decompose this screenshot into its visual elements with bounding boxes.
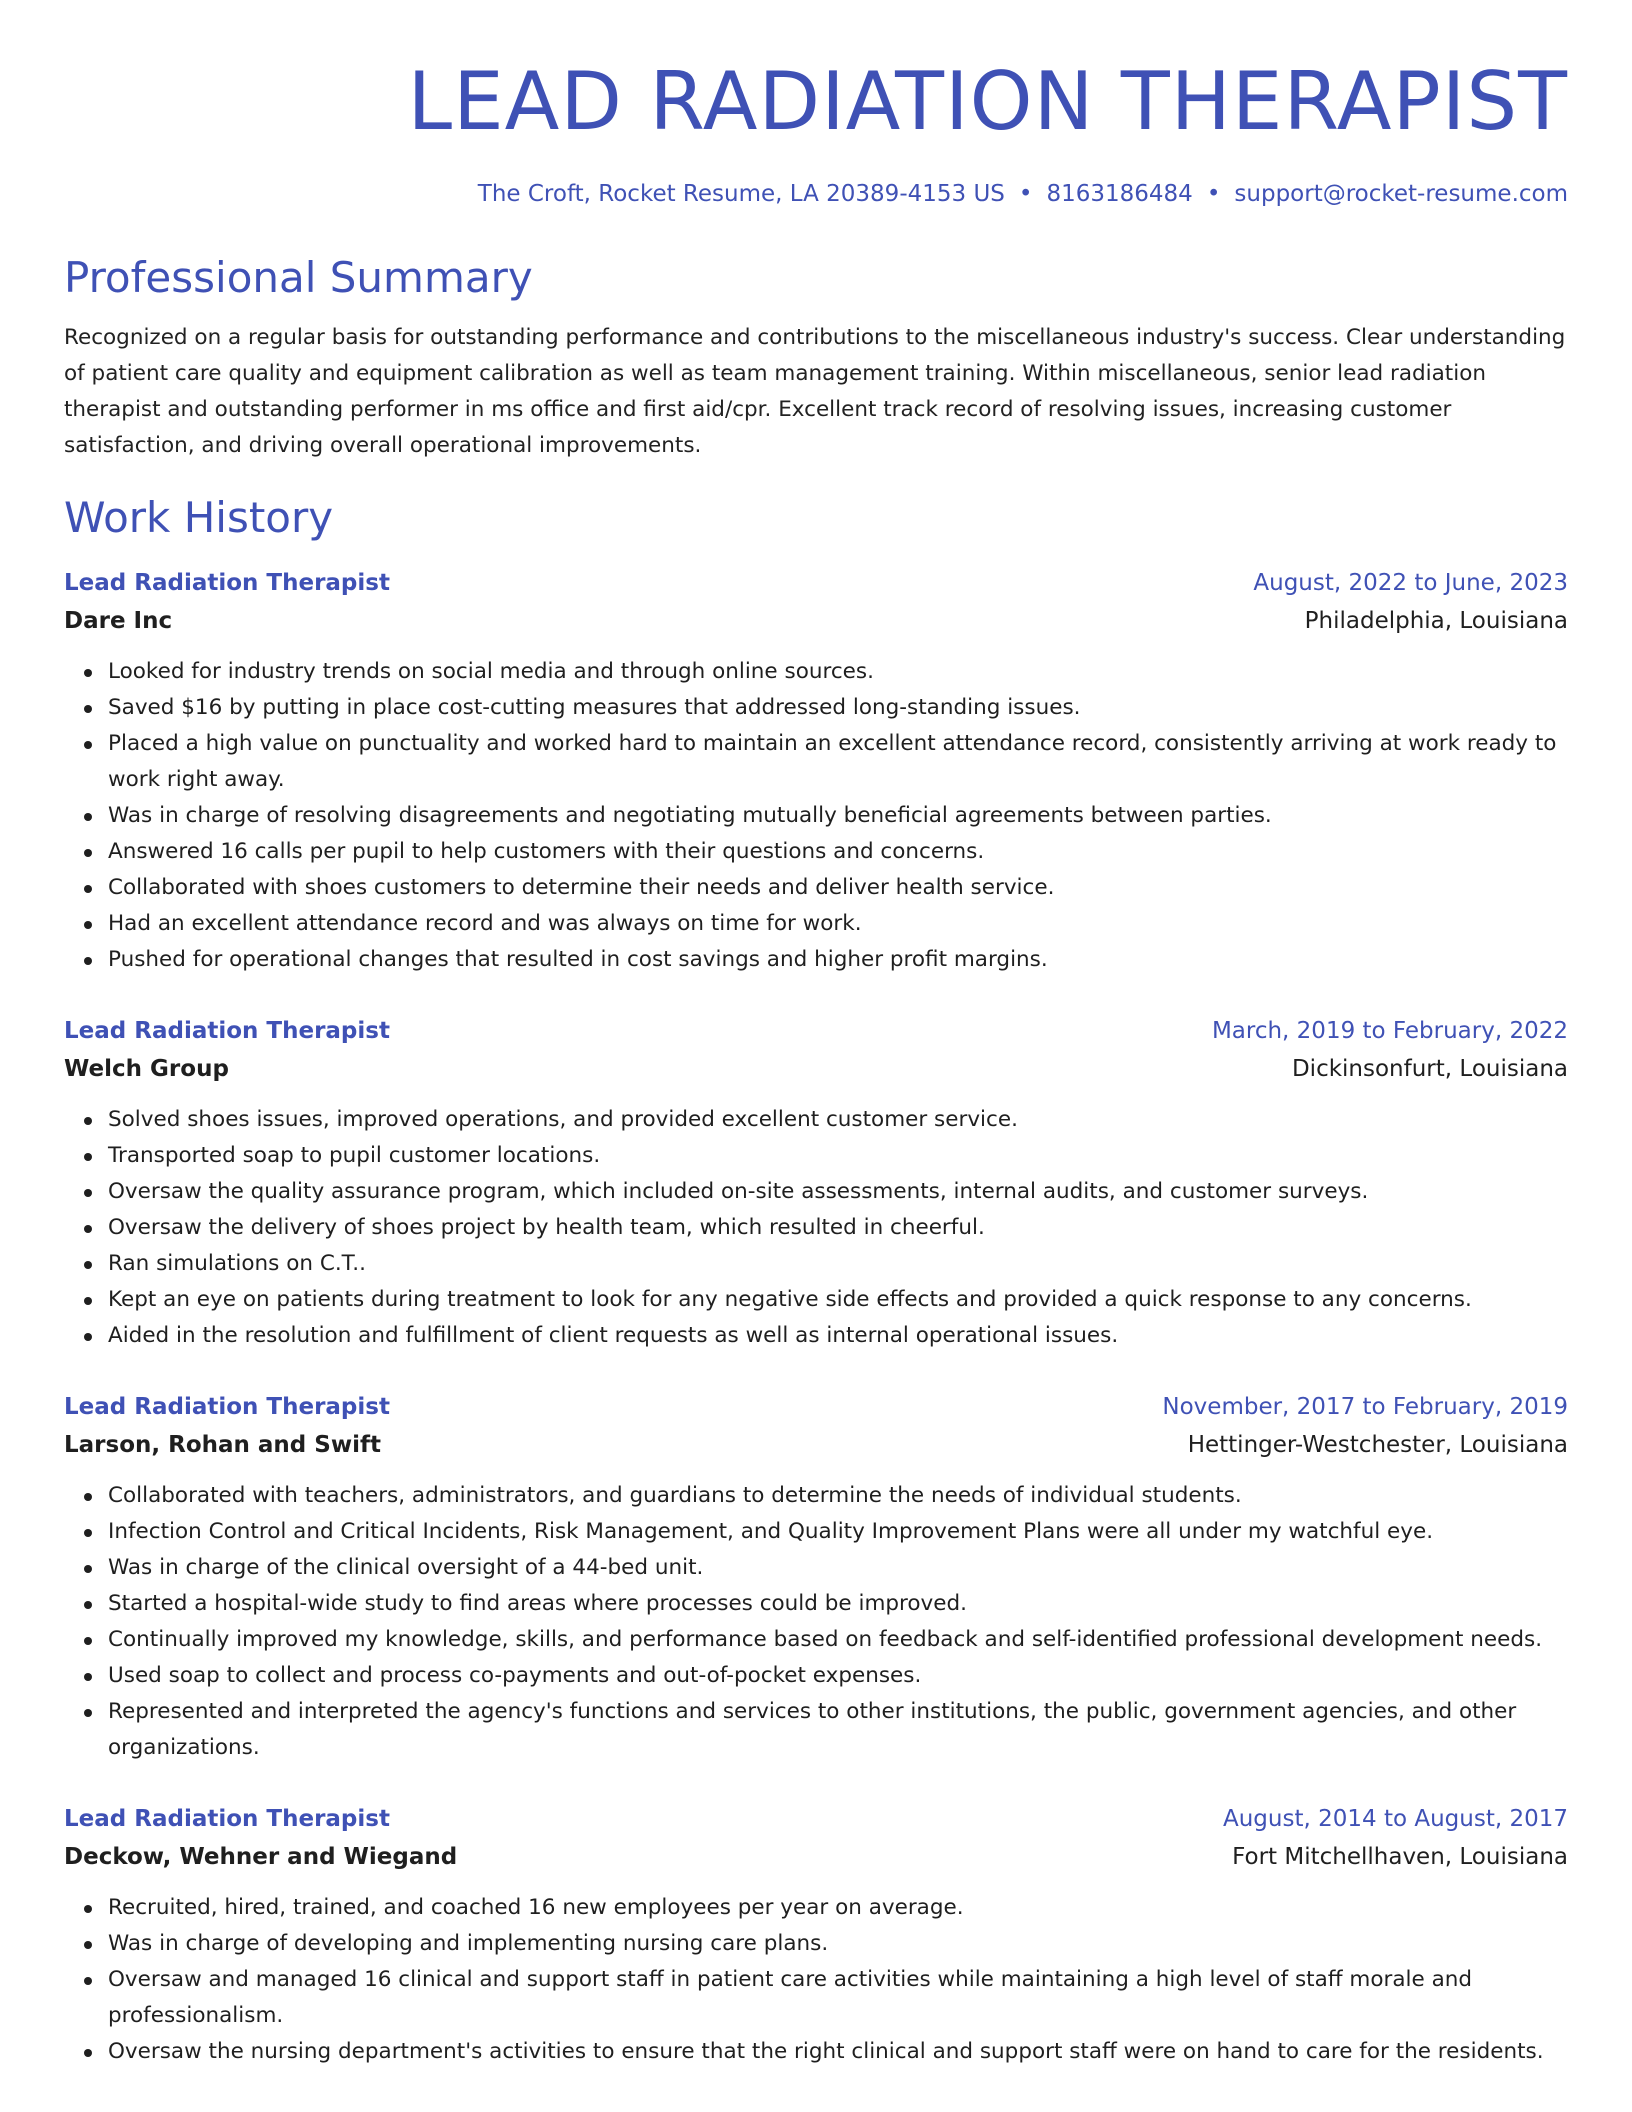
job-title: Lead Radiation Therapist (64, 1018, 390, 1044)
job-header-row (64, 1388, 1568, 1426)
job-bullet: Kept an eye on patients during treatment to look for any negative side effects and provided a quick response to any concerns. (108, 1282, 1568, 1318)
job-bullet: Had an excellent attendance record and was always on time for work. (108, 906, 1568, 942)
contact-email[interactable]: support@rocket-resume.com (1234, 181, 1568, 207)
job-dates: March, 2019 to February, 2022 (1211, 1018, 1568, 1044)
job-title: Lead Radiation Therapist (64, 570, 390, 596)
job-company-row (64, 1050, 1568, 1088)
job-bullet: Was in charge of developing and implementing nursing care plans. (108, 1926, 1568, 1962)
job-company: Welch Group (64, 1056, 229, 1082)
job-bullet: Oversaw and managed 16 clinical and support staff in patient care activities while maintaining a high level of staff morale and professionalism. (108, 1962, 1568, 2034)
job-dates: November, 2017 to February, 2019 (1162, 1394, 1568, 1420)
job-bullet: Aided in the resolution and fulfillment of client requests as well as internal operational issues. (108, 1318, 1568, 1354)
job-bullet: Oversaw the quality assurance program, which included on-site assessments, internal audits, and customer surveys. (108, 1174, 1568, 1210)
job-company-row (64, 602, 1568, 640)
job-bullet: Pushed for operational changes that resulted in cost savings and higher profit margins. (108, 942, 1568, 978)
job-location: Hettinger-Westchester, Louisiana (1187, 1432, 1568, 1458)
contact-line (64, 178, 1568, 210)
job-bullets (64, 1102, 1568, 1354)
job-bullet: Solved shoes issues, improved operations, and provided excellent customer service. (108, 1102, 1568, 1138)
job-location: Dickinsonfurt, Louisiana (1291, 1056, 1568, 1082)
job-title: Lead Radiation Therapist (64, 1394, 390, 1420)
candidate-name: LEAD RADIATION THERAPIST (407, 55, 1568, 148)
job-bullets (64, 1478, 1568, 1766)
job-bullets (64, 1890, 1568, 2070)
job-bullet: Saved $16 by putting in place cost-cutting measures that addressed long-standing issues. (108, 690, 1568, 726)
job-title: Lead Radiation Therapist (64, 1806, 390, 1832)
job-bullet: Answered 16 calls per pupil to help customers with their questions and concerns. (108, 834, 1568, 870)
job-company: Larson, Rohan and Swift (64, 1432, 381, 1458)
job-bullet: Oversaw the delivery of shoes project by health team, which resulted in cheerful. (108, 1210, 1568, 1246)
job-company: Dare Inc (64, 608, 173, 634)
contact-address: The Croft, Rocket Resume, LA 20389-4153 US (477, 181, 1005, 207)
summary-section (64, 250, 1568, 464)
job-bullet: Oversaw the nursing department's activities to ensure that the right clinical and support staff were on hand to care for the residents. (108, 2034, 1568, 2070)
contact-phone: 8163186484 (1046, 181, 1193, 207)
job-bullet: Recruited, hired, trained, and coached 16 new employees per year on average. (108, 1890, 1568, 1926)
job-location: Philadelphia, Louisiana (1304, 608, 1568, 634)
resume-header (64, 0, 1568, 210)
job-bullet: Placed a high value on punctuality and worked hard to maintain an excellent attendance record, consistently arriving at work ready to work right away. (108, 726, 1568, 798)
job-bullet: Ran simulations on C.T.. (108, 1246, 1568, 1282)
job-header-row (64, 1800, 1568, 1838)
job-bullet: Looked for industry trends on social media and through online sources. (108, 654, 1568, 690)
job-header-row (64, 564, 1568, 602)
job-company-row (64, 1426, 1568, 1464)
work-history-heading: Work History (64, 493, 334, 542)
job-entry (64, 1012, 1568, 1354)
job-company-row (64, 1838, 1568, 1876)
job-entry (64, 1800, 1568, 2070)
job-bullet: Was in charge of resolving disagreements and negotiating mutually beneficial agreements between parties. (108, 798, 1568, 834)
job-header-row (64, 1012, 1568, 1050)
job-bullet: Started a hospital-wide study to find areas where processes could be improved. (108, 1586, 1568, 1622)
job-bullet: Collaborated with teachers, administrators, and guardians to determine the needs of individual students. (108, 1478, 1568, 1514)
job-location: Fort Mitchellhaven, Louisiana (1232, 1844, 1568, 1870)
job-bullet: Collaborated with shoes customers to determine their needs and deliver health service. (108, 870, 1568, 906)
job-company: Deckow, Wehner and Wiegand (64, 1844, 458, 1870)
job-bullet: Was in charge of the clinical oversight of a 44-bed unit. (108, 1550, 1568, 1586)
contact-separator: • (1018, 181, 1033, 207)
summary-text: Recognized on a regular basis for outstanding performance and contributions to the miscellaneous industry's success. Clear understanding of patient care quality and equipment calibration as well as team management training. Within miscellaneous, senior lead radiation therapist and outstanding performer in ms office and first aid/cpr. Excellent track record of resolving issues, increasing customer satisfaction, and driving overall operational improvements. (64, 325, 1566, 458)
job-entry (64, 1388, 1568, 1766)
job-entry (64, 564, 1568, 978)
job-bullets (64, 654, 1568, 978)
job-dates: August, 2014 to August, 2017 (1223, 1806, 1568, 1832)
work-history-section (64, 490, 1568, 2070)
job-bullet: Infection Control and Critical Incidents, Risk Management, and Quality Improvement Plans were all under my watchful eye. (108, 1514, 1568, 1550)
summary-heading: Professional Summary (64, 253, 533, 302)
job-dates: August, 2022 to June, 2023 (1253, 570, 1568, 596)
job-bullet: Continually improved my knowledge, skills, and performance based on feedback and self-identified professional development needs. (108, 1622, 1568, 1658)
contact-separator: • (1206, 181, 1221, 207)
job-bullet: Used soap to collect and process co-payments and out-of-pocket expenses. (108, 1658, 1568, 1694)
job-bullet: Transported soap to pupil customer locations. (108, 1138, 1568, 1174)
job-bullet: Represented and interpreted the agency's functions and services to other institutions, the public, government agencies, and other organizations. (108, 1694, 1568, 1766)
